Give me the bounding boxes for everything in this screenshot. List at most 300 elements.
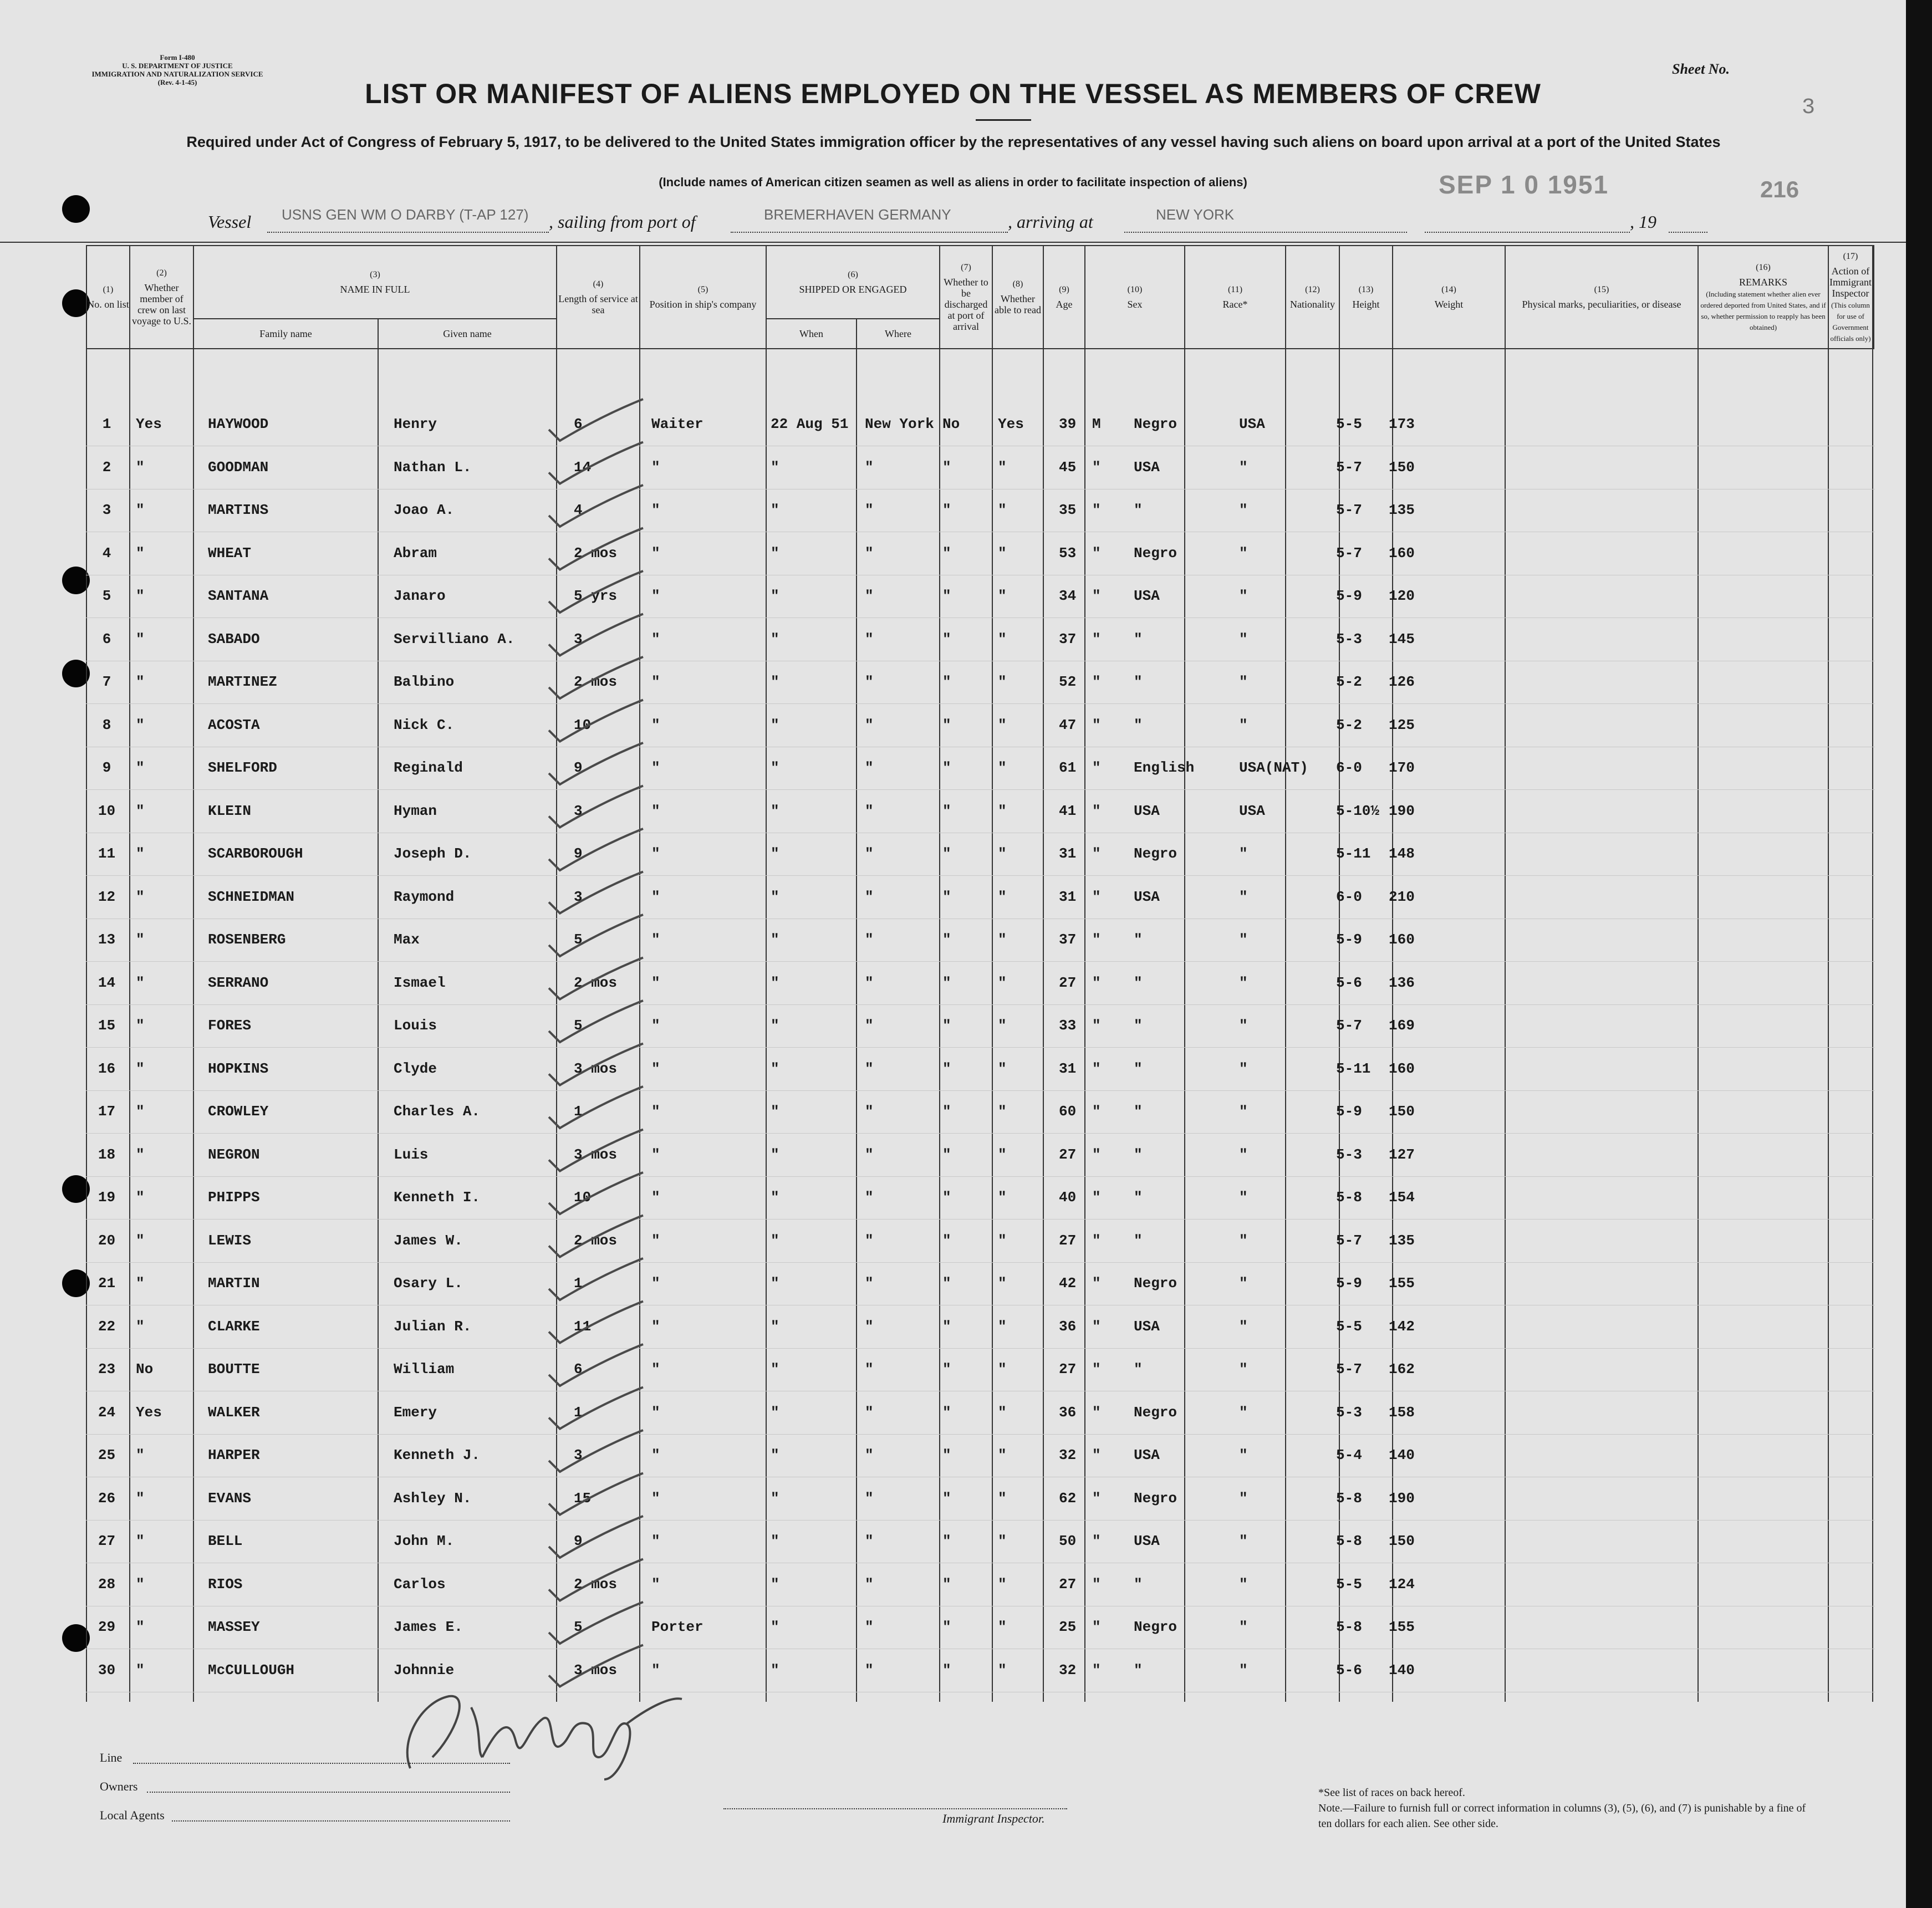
- cell-last-voyage: Yes: [136, 416, 162, 432]
- cell-list-number: 4: [102, 544, 111, 562]
- cell-shipped-when: ": [771, 674, 779, 690]
- cell-discharged: ": [942, 716, 951, 733]
- line-underline: [133, 1763, 510, 1764]
- cell-shipped-where: ": [865, 716, 874, 733]
- cell-nationality: ": [1239, 544, 1248, 562]
- cell-able-to-read: ": [998, 544, 1007, 562]
- cell-last-voyage: ": [136, 502, 145, 518]
- cell-list-number: 27: [98, 1533, 116, 1549]
- cell-given-name: Kenneth J.: [394, 1447, 481, 1463]
- cell-race: USA: [1134, 1447, 1160, 1463]
- cell-discharged: ": [942, 1318, 951, 1335]
- col-header-name: (3) NAME IN FULL: [193, 246, 557, 319]
- cell-discharged: ": [942, 502, 951, 518]
- cell-age: 35: [1059, 502, 1077, 518]
- cell-race: ": [1134, 630, 1143, 647]
- cell-list-number: 11: [98, 845, 116, 862]
- cell-height: 5-3: [1336, 630, 1362, 647]
- cell-able-to-read: ": [998, 802, 1007, 819]
- cell-shipped-where: ": [865, 1103, 874, 1120]
- cell-position: ": [651, 674, 660, 690]
- cell-given-name: Servilliano A.: [394, 630, 515, 647]
- cell-position: ": [651, 1189, 660, 1206]
- cell-shipped-when: ": [771, 1146, 779, 1163]
- cell-list-number: 9: [102, 759, 111, 776]
- cell-last-voyage: ": [136, 974, 145, 991]
- cell-race: ": [1134, 1232, 1143, 1249]
- cell-able-to-read: ": [998, 1575, 1007, 1593]
- cell-position: ": [651, 502, 660, 518]
- cell-shipped-where: ": [865, 1575, 874, 1593]
- cell-height: 5-5: [1336, 416, 1362, 432]
- cell-position: ": [651, 888, 660, 905]
- agents-underline: [172, 1820, 510, 1822]
- cell-shipped-where: ": [865, 588, 874, 604]
- cell-shipped-when: ": [771, 931, 779, 948]
- cell-height: 5-3: [1336, 1404, 1362, 1421]
- owners-label: Owners: [100, 1779, 138, 1793]
- cell-length-of-service: 2 mos: [574, 544, 618, 562]
- cell-shipped-when: ": [771, 1318, 779, 1335]
- cell-discharged: ": [942, 759, 951, 776]
- cell-discharged: ": [942, 1489, 951, 1507]
- cell-sex: ": [1092, 1533, 1101, 1549]
- sailing-value: BREMERHAVEN GERMANY: [764, 206, 951, 223]
- cell-list-number: 28: [98, 1575, 116, 1593]
- cell-family-name: SCARBOROUGH: [208, 845, 303, 862]
- cell-length-of-service: 5: [574, 1017, 583, 1034]
- form-id-line: (Rev. 4-1-45): [157, 78, 197, 86]
- cell-given-name: Raymond: [394, 888, 455, 905]
- check-mark: [549, 1602, 643, 1644]
- cell-shipped-when: ": [771, 974, 779, 991]
- cell-race: ": [1134, 716, 1143, 733]
- scan-edge: [1906, 0, 1932, 1908]
- cell-sex: ": [1092, 502, 1101, 518]
- cell-nationality: ": [1239, 931, 1248, 948]
- cell-length-of-service: 9: [574, 759, 583, 776]
- cell-weight: 142: [1389, 1318, 1415, 1335]
- cell-nationality: ": [1239, 1232, 1248, 1249]
- cell-family-name: HOPKINS: [208, 1060, 269, 1077]
- vessel-value: USNS GEN WM O DARBY (T-AP 127): [282, 206, 529, 223]
- cell-able-to-read: ": [998, 502, 1007, 518]
- cell-able-to-read: ": [998, 1060, 1007, 1077]
- cell-sex: ": [1092, 588, 1101, 604]
- cell-last-voyage: ": [136, 759, 145, 776]
- cell-nationality: ": [1239, 1361, 1248, 1378]
- cell-race: USA: [1134, 1318, 1160, 1335]
- cell-able-to-read: ": [998, 1661, 1007, 1679]
- cell-height: 5-5: [1336, 1575, 1362, 1593]
- cell-sex: ": [1092, 845, 1101, 862]
- cell-weight: 190: [1389, 1489, 1415, 1507]
- cell-length-of-service: 4: [574, 502, 583, 518]
- cell-age: 33: [1059, 1017, 1077, 1034]
- cell-given-name: Max: [394, 931, 420, 948]
- cell-position: ": [651, 1404, 660, 1421]
- cell-given-name: Kenneth I.: [394, 1189, 481, 1206]
- cell-shipped-when: ": [771, 1447, 779, 1463]
- cell-sex: ": [1092, 931, 1101, 948]
- cell-weight: 126: [1389, 674, 1415, 690]
- cell-given-name: Osary L.: [394, 1275, 463, 1292]
- cell-weight: 169: [1389, 1017, 1415, 1034]
- cell-height: 5-9: [1336, 588, 1362, 604]
- col-header-last-voyage: (2) Whether member of crew on last voyage to U.S.: [130, 246, 193, 349]
- cell-shipped-when: ": [771, 1103, 779, 1120]
- cell-family-name: ACOSTA: [208, 716, 260, 733]
- cell-list-number: 30: [98, 1661, 116, 1679]
- arriving-label: , arriving at: [1008, 212, 1093, 232]
- check-mark: [549, 1473, 643, 1515]
- cell-age: 34: [1059, 588, 1077, 604]
- cell-position: ": [651, 1489, 660, 1507]
- cell-discharged: ": [942, 630, 951, 647]
- cell-nationality: ": [1239, 1661, 1248, 1679]
- cell-able-to-read: ": [998, 716, 1007, 733]
- cell-shipped-where: ": [865, 1619, 874, 1635]
- form-id-line: U. S. DEPARTMENT OF JUSTICE: [122, 62, 233, 70]
- cell-list-number: 6: [102, 630, 111, 647]
- cell-nationality: ": [1239, 888, 1248, 905]
- cell-discharged: ": [942, 1103, 951, 1120]
- cell-able-to-read: ": [998, 1619, 1007, 1635]
- cell-discharged: ": [942, 1189, 951, 1206]
- cell-given-name: Johnnie: [394, 1661, 455, 1679]
- cell-able-to-read: ": [998, 1189, 1007, 1206]
- cell-length-of-service: 3: [574, 1447, 583, 1463]
- cell-length-of-service: 10: [574, 716, 592, 733]
- cell-nationality: ": [1239, 845, 1248, 862]
- cell-height: 5-8: [1336, 1533, 1362, 1549]
- cell-weight: 125: [1389, 716, 1415, 733]
- cell-given-name: Henry: [394, 416, 437, 432]
- cell-height: 5-4: [1336, 1447, 1362, 1463]
- cell-length-of-service: 3: [574, 802, 583, 819]
- cell-sex: ": [1092, 1661, 1101, 1679]
- line-label: Line: [100, 1751, 123, 1764]
- cell-able-to-read: ": [998, 845, 1007, 862]
- cell-position: ": [651, 1575, 660, 1593]
- cell-list-number: 29: [98, 1619, 116, 1635]
- cell-age: 61: [1059, 759, 1077, 776]
- cell-last-voyage: ": [136, 674, 145, 690]
- cell-height: 5-9: [1336, 1103, 1362, 1120]
- cell-weight: 135: [1389, 502, 1415, 518]
- cell-race: ": [1134, 1661, 1143, 1679]
- cell-family-name: BELL: [208, 1533, 243, 1549]
- cell-weight: 170: [1389, 759, 1415, 776]
- cell-last-voyage: ": [136, 716, 145, 733]
- cell-length-of-service: 2 mos: [574, 674, 618, 690]
- cell-length-of-service: 6: [574, 416, 583, 432]
- cell-family-name: BOUTTE: [208, 1361, 260, 1378]
- cell-age: 42: [1059, 1275, 1077, 1292]
- cell-nationality: ": [1239, 1275, 1248, 1292]
- cell-position: ": [651, 1533, 660, 1549]
- cell-race: Negro: [1134, 1275, 1177, 1292]
- cell-height: 5-3: [1336, 1146, 1362, 1163]
- cell-shipped-when: ": [771, 1017, 779, 1034]
- cell-last-voyage: Yes: [136, 1404, 162, 1421]
- cell-sex: ": [1092, 544, 1101, 562]
- cell-shipped-when: ": [771, 888, 779, 905]
- cell-list-number: 17: [98, 1103, 116, 1120]
- cell-nationality: ": [1239, 1447, 1248, 1463]
- cell-length-of-service: 2 mos: [574, 1232, 618, 1249]
- cell-last-voyage: ": [136, 845, 145, 862]
- cell-sex: ": [1092, 1146, 1101, 1163]
- cell-last-voyage: ": [136, 1489, 145, 1507]
- cell-nationality: ": [1239, 458, 1248, 476]
- cell-shipped-where: ": [865, 1361, 874, 1378]
- cell-nationality: ": [1239, 1575, 1248, 1593]
- cell-nationality: ": [1239, 1619, 1248, 1635]
- cell-nationality: ": [1239, 630, 1248, 647]
- cell-nationality: ": [1239, 974, 1248, 991]
- cell-list-number: 3: [102, 502, 111, 518]
- cell-age: 32: [1059, 1447, 1077, 1463]
- page-subtitle: Required under Act of Congress of February 5, 1917, to be delivered to the United States immigration officer by the representatives of any vessel having such aliens on board upon arrival at a port of the United States: [186, 134, 1721, 150]
- cell-given-name: Ashley N.: [394, 1489, 472, 1507]
- cell-discharged: ": [942, 1447, 951, 1463]
- cell-shipped-when: ": [771, 802, 779, 819]
- cell-family-name: FORES: [208, 1017, 252, 1034]
- cell-age: 31: [1059, 845, 1077, 862]
- cell-race: ": [1134, 1017, 1143, 1034]
- cell-position: ": [651, 759, 660, 776]
- cell-shipped-when: ": [771, 1189, 779, 1206]
- cell-height: 5-8: [1336, 1619, 1362, 1635]
- check-mark: [549, 1344, 643, 1386]
- cell-age: 27: [1059, 1575, 1077, 1593]
- cell-given-name: John M.: [394, 1533, 455, 1549]
- cell-discharged: ": [942, 458, 951, 476]
- cell-discharged: ": [942, 802, 951, 819]
- cell-race: ": [1134, 1103, 1143, 1120]
- cell-sex: ": [1092, 1489, 1101, 1507]
- cell-height: 5-6: [1336, 1661, 1362, 1679]
- cell-discharged: ": [942, 1017, 951, 1034]
- cell-list-number: 5: [102, 588, 111, 604]
- cell-weight: 145: [1389, 630, 1415, 647]
- cell-shipped-when: ": [771, 716, 779, 733]
- cell-shipped-when: ": [771, 1533, 779, 1549]
- cell-nationality: ": [1239, 1404, 1248, 1421]
- cell-shipped-where: ": [865, 674, 874, 690]
- cell-shipped-where: ": [865, 1447, 874, 1463]
- cell-discharged: ": [942, 1533, 951, 1549]
- cell-discharged: ": [942, 1361, 951, 1378]
- cell-race: USA: [1134, 1533, 1160, 1549]
- cell-shipped-when: ": [771, 759, 779, 776]
- check-mark: [549, 399, 643, 441]
- cell-age: 31: [1059, 1060, 1077, 1077]
- cell-weight: 124: [1389, 1575, 1415, 1593]
- cell-weight: 154: [1389, 1189, 1415, 1206]
- cell-length-of-service: 5: [574, 931, 583, 948]
- cell-family-name: MASSEY: [208, 1619, 260, 1635]
- col-header-family-name: Family name: [193, 319, 378, 349]
- arriving-value: NEW YORK: [1156, 206, 1235, 223]
- cell-age: 31: [1059, 888, 1077, 905]
- cell-given-name: James E.: [394, 1619, 463, 1635]
- cell-list-number: 24: [98, 1404, 116, 1421]
- inspector-underline: [723, 1808, 1067, 1809]
- cell-age: 27: [1059, 974, 1077, 991]
- cell-given-name: James W.: [394, 1232, 463, 1249]
- cell-age: 32: [1059, 1661, 1077, 1679]
- cell-able-to-read: ": [998, 1447, 1007, 1463]
- cell-weight: 190: [1389, 802, 1415, 819]
- cell-sex: ": [1092, 1017, 1101, 1034]
- cell-shipped-where: ": [865, 1232, 874, 1249]
- cell-weight: 160: [1389, 931, 1415, 948]
- cell-sex: M: [1092, 416, 1101, 432]
- check-mark: [549, 1258, 643, 1300]
- cell-position: ": [651, 588, 660, 604]
- cell-list-number: 14: [98, 974, 116, 991]
- cell-shipped-when: ": [771, 502, 779, 518]
- check-mark: [549, 1430, 643, 1472]
- cell-family-name: CROWLEY: [208, 1103, 269, 1120]
- cell-race: ": [1134, 1060, 1143, 1077]
- cell-weight: 155: [1389, 1275, 1415, 1292]
- inspector-label: Immigrant Inspector.: [942, 1812, 1045, 1825]
- fine-note: Note.—Failure to furnish full or correct information in columns (3), (5), (6), and (7) is punishable by a fine of ten dollars for each alien. See other side.: [1318, 1802, 1806, 1830]
- cell-sex: ": [1092, 1189, 1101, 1206]
- cell-last-voyage: ": [136, 1447, 145, 1463]
- cell-given-name: Julian R.: [394, 1318, 472, 1335]
- page-title: LIST OR MANIFEST OF ALIENS EMPLOYED ON THE VESSEL AS MEMBERS OF CREW: [365, 78, 1541, 109]
- cell-height: 5-11: [1336, 845, 1371, 862]
- cell-given-name: Charles A.: [394, 1103, 481, 1120]
- cell-position: ": [651, 1232, 660, 1249]
- cell-last-voyage: ": [136, 1189, 145, 1206]
- col-header-position: (5) Position in ship's company: [640, 246, 766, 349]
- cell-able-to-read: ": [998, 1146, 1007, 1163]
- cell-family-name: SABADO: [208, 630, 260, 647]
- cell-race: ": [1134, 1361, 1143, 1378]
- cell-age: 53: [1059, 544, 1077, 562]
- cell-race: ": [1134, 502, 1143, 518]
- cell-family-name: SCHNEIDMAN: [208, 888, 295, 905]
- check-mark: [549, 743, 643, 784]
- cell-height: 5-8: [1336, 1189, 1362, 1206]
- cell-length-of-service: 1: [574, 1103, 583, 1120]
- cell-race: Negro: [1134, 1489, 1177, 1507]
- cell-sex: ": [1092, 1404, 1101, 1421]
- cell-shipped-when: ": [771, 1575, 779, 1593]
- cell-position: ": [651, 931, 660, 948]
- cell-shipped-when: ": [771, 1232, 779, 1249]
- cell-weight: 162: [1389, 1361, 1415, 1378]
- cell-sex: ": [1092, 759, 1101, 776]
- form-id-line: Form I-480: [160, 53, 195, 62]
- cell-length-of-service: 14: [574, 458, 592, 476]
- cell-nationality: ": [1239, 588, 1248, 604]
- cell-race: ": [1134, 931, 1143, 948]
- cell-length-of-service: 3 mos: [574, 1060, 618, 1077]
- cell-able-to-read: ": [998, 1533, 1007, 1549]
- cell-last-voyage: ": [136, 931, 145, 948]
- cell-weight: 140: [1389, 1661, 1415, 1679]
- cell-position: ": [651, 458, 660, 476]
- cell-shipped-when: ": [771, 1404, 779, 1421]
- cell-position: ": [651, 1103, 660, 1120]
- cell-height: 5-9: [1336, 1275, 1362, 1292]
- cell-shipped-when: ": [771, 845, 779, 862]
- cell-sex: ": [1092, 716, 1101, 733]
- cell-able-to-read: ": [998, 974, 1007, 991]
- cell-position: ": [651, 1275, 660, 1292]
- cell-last-voyage: ": [136, 1146, 145, 1163]
- cell-shipped-where: ": [865, 1489, 874, 1507]
- page-subnote: (Include names of American citizen seamen as well as aliens in order to facilitate inspection of aliens): [659, 175, 1247, 189]
- cell-sex: ": [1092, 1575, 1101, 1593]
- cell-sex: ": [1092, 674, 1101, 690]
- cell-race: Negro: [1134, 544, 1177, 562]
- cell-shipped-where: ": [865, 1533, 874, 1549]
- cell-list-number: 18: [98, 1146, 116, 1163]
- cell-nationality: ": [1239, 1103, 1248, 1120]
- cell-position: Waiter: [651, 416, 704, 432]
- cell-height: 5-8: [1336, 1489, 1362, 1507]
- cell-given-name: Janaro: [394, 588, 446, 604]
- cell-weight: 120: [1389, 588, 1415, 604]
- sailing-label: , sailing from port of: [549, 212, 696, 232]
- cell-shipped-when: ": [771, 1275, 779, 1292]
- cell-nationality: USA(NAT): [1239, 759, 1308, 776]
- cell-last-voyage: ": [136, 888, 145, 905]
- cell-shipped-where: ": [865, 502, 874, 518]
- cell-family-name: KLEIN: [208, 802, 252, 819]
- cell-discharged: ": [942, 1232, 951, 1249]
- cell-family-name: MARTINS: [208, 502, 269, 518]
- cell-length-of-service: 2 mos: [574, 974, 618, 991]
- cell-height: 5-7: [1336, 1361, 1362, 1378]
- cell-given-name: Clyde: [394, 1060, 437, 1077]
- cell-age: 40: [1059, 1189, 1077, 1206]
- cell-position: ": [651, 1146, 660, 1163]
- cell-position: ": [651, 1661, 660, 1679]
- cell-race: USA: [1134, 802, 1160, 819]
- cell-shipped-when: ": [771, 1489, 779, 1507]
- cell-given-name: William: [394, 1361, 455, 1378]
- check-mark: [549, 1130, 643, 1171]
- cell-weight: 150: [1389, 1533, 1415, 1549]
- check-mark: [549, 872, 643, 914]
- vessel-label: Vessel: [208, 212, 252, 232]
- cell-shipped-where: ": [865, 1275, 874, 1292]
- cell-nationality: ": [1239, 1318, 1248, 1335]
- cell-list-number: 12: [98, 888, 116, 905]
- cell-discharged: No: [942, 416, 960, 432]
- cell-position: ": [651, 716, 660, 733]
- cell-length-of-service: 1: [574, 1404, 583, 1421]
- check-mark: [549, 1001, 643, 1042]
- cell-length-of-service: 3 mos: [574, 1146, 618, 1163]
- form-id-line: IMMIGRATION AND NATURALIZATION SERVICE: [91, 70, 263, 78]
- cell-shipped-when: ": [771, 1619, 779, 1635]
- cell-height: 5-9: [1336, 931, 1362, 948]
- cell-length-of-service: 5 yrs: [574, 588, 618, 604]
- col-header-height: (13) Height: [1339, 246, 1393, 349]
- check-mark: [549, 1172, 643, 1214]
- check-mark: [549, 571, 643, 613]
- cell-shipped-when: ": [771, 544, 779, 562]
